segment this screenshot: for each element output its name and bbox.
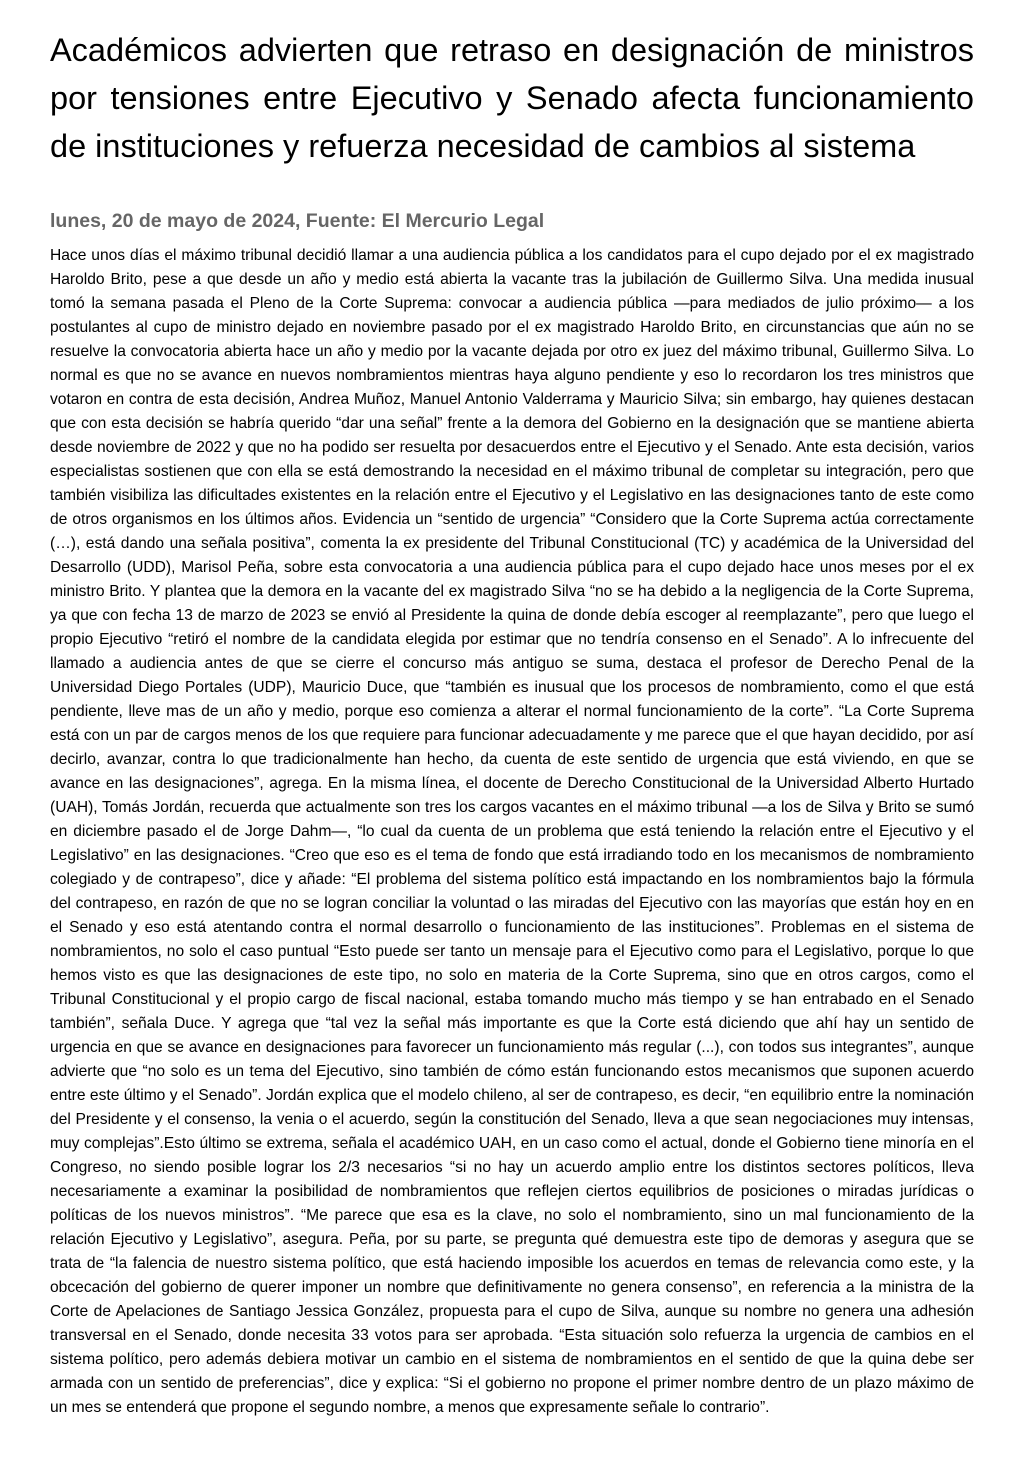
article-body: Hace unos días el máximo tribunal decidió llamar a una audiencia pública a los candidatos para el cupo dejado por el ex magistrado Haroldo Brito, pese a que desde un año y medio está abierta la vacante tras la jubilación de Guillermo Silva. Una medida inusual tomó la semana pasada el Pleno de la Corte Suprema: convocar a audiencia pública —para mediados de julio próximo— a los postulantes al cupo de ministro dejado en noviembre pasado por el ex magistrado Haroldo Brito, en circunstancias que aún no se resuelve la convocatoria abierta hace un año y medio por la vacante dejada por otro ex juez del máximo tribunal, Guillermo Silva. Lo normal es que no se avance en nuevos nombramientos mientras haya alguno pendiente y eso lo recordaron los tres ministros que votaron en contra de esta decisión, Andrea Muñoz, Manuel Antonio Valderrama y Mauricio Silva; sin embargo, hay quienes destacan que con esta decisión se habría querido “dar una señal” frente a la demora del Gobierno en la designación que se mantiene abierta desde noviembre de 2022 y que no ha podido ser resuelta por desacuerdos entre el Ejecutivo y el Senado. Ante esta decisión, varios especialistas sostienen que con ella se está demostrando la necesidad en el máximo tribunal de completar su integración, pero que también visibiliza las dificultades existentes en la relación entre el Ejecutivo y el Legislativo en las designaciones tanto de este como de otros organismos en los últimos años. Evidencia un “sentido de urgencia” “Considero que la Corte Suprema actúa correctamente (…), está dando una señala positiva”, comenta la ex presidente del Tribunal Constitucional (TC) y académica de la Universidad del Desarrollo (UDD), Marisol Peña, sobre esta convocatoria a una audiencia pública para el cupo dejado hace unos meses por el ex ministro Brito. Y plantea que la demora en la vacante del ex magistrado Silva “no se ha debido a la negligencia de la Corte Suprema, ya que con fecha 13 de marzo de 2023 se envió al Presidente la quina de donde debía escoger al reemplazante”, pero que luego el propio Ejecutivo “retiró el nombre de la candidata elegida por estimar que no tendría consenso en el Senado”. A lo infrecuente del llamado a audiencia antes de que se cierre el concurso más antiguo se suma, destaca el profesor de Derecho Penal de la Universidad Diego Portales (UDP), Mauricio Duce, que “también es inusual que los procesos de nombramiento, como el que está pendiente, lleve mas de un año y medio, porque eso comienza a alterar el normal funcionamiento de la corte”. “La Corte Suprema está con un par de cargos menos de los que requiere para funcionar adecuadamente y me parece que el que hayan decidido, por así decirlo, avanzar, contra lo que tradicionalmente han hecho, da cuenta de este sentido de urgencia que está viviendo, en que se avance en las designaciones”, agrega. En la misma línea, el docente de Derecho Constitucional de la Universidad Alberto Hurtado (UAH), Tomás Jordán, recuerda que actualmente son tres los cargos vacantes en el máximo tribunal —a los de Silva y Brito se sumó en diciembre pasado el de Jorge Dahm—, “lo cual da cuenta de un problema que está teniendo la relación entre el Ejecutivo y el Legislativo” en las designaciones. “Creo que eso es el tema de fondo que está irradiando todo en los mecanismos de nombramiento colegiado y de contrapeso”, dice y añade: “El problema del sistema político está impactando en los nombramientos bajo la fórmula del contrapeso, en razón de que no se logran conciliar la voluntad o las miradas del Ejecutivo con las mayorías que están hoy en en el Senado y eso está atentando contra el normal desarrollo o funcionamiento de las instituciones”. Problemas en el sistema de nombramientos, no solo el caso puntual “Esto puede ser tanto un mensaje para el Ejecutivo como para el Legislativo, porque lo que hemos visto es que las designaciones de este tipo, no solo en materia de la Corte Suprema, sino que en otros cargos, como el Tribunal Constitucional y el propio cargo de fiscal nacional, estaba tomando mucho más tiempo y se han entrabado en el Senado también”, señala Duce. Y agrega que “tal vez la señal más importante es que la Corte está diciendo que ahí hay un sentido de urgencia en que se avance en designaciones para favorecer un funcionamiento más regular (...), con todos sus integrantes”, aunque advierte que “no solo es un tema del Ejecutivo, sino también de cómo están funcionando estos mecanismos que suponen acuerdo entre este último y el Senado”. Jordán explica que el modelo chileno, al ser de contrapeso, es decir, “en equilibrio entre la nominación del Presidente y el consenso, la venia o el acuerdo, según la constitución del Senado, lleva a que sean negociaciones muy intensas, muy complejas”.Esto último se extrema, señala el académico UAH, en un caso como el actual, donde el Gobierno tiene minoría en el Congreso, no siendo posible lograr los 2/3 necesarios “si no hay un acuerdo amplio entre los distintos sectores políticos, lleva necesariamente a examinar la posibilidad de nombramientos que reflejen ciertos equilibrios de posiciones o miradas jurídicas o políticas de los nuevos ministros”. “Me parece que esa es la clave, no solo el nombramiento, sino un mal funcionamiento de la relación Ejecutivo y Legislativo”, asegura. Peña, por su parte, se pregunta qué demuestra este tipo de demoras y asegura que se trata de “la falencia de nuestro sistema político, que está haciendo imposible los acuerdos en temas de relevancia como este, y la obcecación del gobierno de querer imponer un nombre que definitivamente no genera consenso”, en referencia a la ministra de la Corte de Apelaciones de Santiago Jessica González, propuesta para el cupo de Silva, aunque su nombre no genera una adhesión transversal en el Senado, donde necesita 33 votos para ser aprobada. “Esta situación solo refuerza la urgencia de cambios en el sistema político, pero además debiera motivar un cambio en el sistema de nombramientos en el sentido de que la quina debe ser armada con un sentido de preferencias”, dice y explica: “Si el gobierno no propone el primer nombre dentro de un plazo máximo de un mes se entenderá que propone el segundo nombre, a menos que expresamente señale lo contrario”. (50, 247, 974, 1416)
article-byline: lunes, 20 de mayo de 2024, Fuente: El Mercurio Legal (50, 210, 545, 232)
article (50, 26, 974, 1420)
article-headline: Académicos advierten que retraso en designación de ministros por tensiones entre Ejecutivo y Senado afecta funcionamiento de instituciones y refuerza necesidad de cambios al sistema (50, 32, 974, 164)
